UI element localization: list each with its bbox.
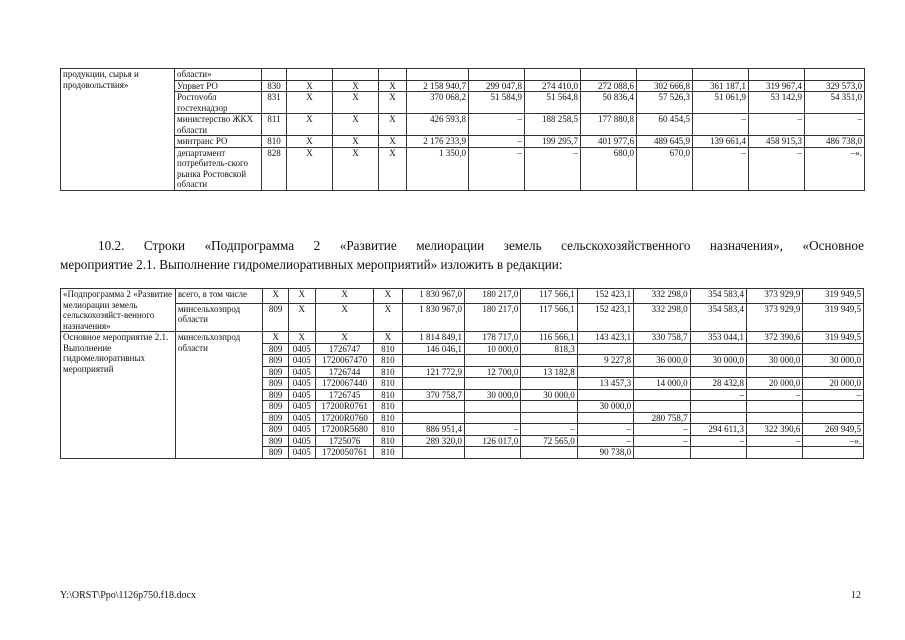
table-cell <box>402 355 464 367</box>
table-cell: 401 977,6 <box>581 136 637 148</box>
table-cell: 17200R5680 <box>315 424 373 436</box>
executor-cell: минсельхозпрод области <box>175 332 263 459</box>
table-cell: 60 454,5 <box>637 114 693 136</box>
table-cell: 810 <box>374 401 402 413</box>
table-cell: 818,3 <box>521 343 577 355</box>
table-cell: Х <box>333 136 379 148</box>
table-cell: 809 <box>263 343 288 355</box>
table-cell: 152 423,1 <box>577 289 633 304</box>
table-cell: 332 298,0 <box>634 303 690 331</box>
table-cell: 30 000,0 <box>746 355 802 367</box>
table-cell: Х <box>287 80 333 92</box>
table-cell: 370 068,2 <box>407 92 469 114</box>
table-cell <box>464 355 520 367</box>
table-cell: 90 738,0 <box>577 447 633 459</box>
table-cell: 373 929,9 <box>746 303 802 331</box>
table-cell: 0405 <box>288 389 315 401</box>
table-row <box>61 69 865 81</box>
table-cell: – <box>469 114 525 136</box>
table-cell <box>464 412 520 424</box>
table-cell <box>521 378 577 390</box>
table-cell: 20 000,0 <box>803 378 864 390</box>
table-cell: – <box>805 114 865 136</box>
table-cell: 0405 <box>288 366 315 378</box>
executor-cell: минсельхозпрод области <box>175 303 263 331</box>
table-cell: 54 351,0 <box>805 92 865 114</box>
table-cell: 289 320,0 <box>402 435 464 447</box>
table-cell: 269 949,5 <box>803 424 864 436</box>
table-cell: 272 088,6 <box>581 80 637 92</box>
table-cell <box>746 447 802 459</box>
section-name-cell <box>61 69 175 191</box>
table-cell: 9 227,8 <box>577 355 633 367</box>
table-cell <box>746 401 802 413</box>
table-cell <box>637 69 693 81</box>
table-row <box>61 147 865 190</box>
table-cell <box>634 366 690 378</box>
table-cell <box>693 69 749 81</box>
table-cell: 489 645,9 <box>637 136 693 148</box>
table-cell <box>803 401 864 413</box>
table-cell: 670,0 <box>637 147 693 190</box>
table-cell: 1726747 <box>315 343 373 355</box>
table-cell: 361 187,1 <box>693 80 749 92</box>
table-cell: Х <box>379 136 407 148</box>
table-cell <box>521 355 577 367</box>
table-cell: 810 <box>374 366 402 378</box>
table-cell: 302 666,8 <box>637 80 693 92</box>
table-cell: 152 423,1 <box>577 303 633 331</box>
table-cell: Х <box>374 303 402 331</box>
table-cell <box>577 389 633 401</box>
table-cell: 810 <box>374 389 402 401</box>
table-cell <box>803 366 864 378</box>
table-cell: Х <box>379 114 407 136</box>
table-cell: 199 295,7 <box>525 136 581 148</box>
table-cell: 372 390,6 <box>746 332 802 344</box>
table-cell: – <box>577 435 633 447</box>
table-cell: – <box>749 147 805 190</box>
table-cell: 1 350,0 <box>407 147 469 190</box>
table-cell: 274 410,0 <box>525 80 581 92</box>
table-cell: 0405 <box>288 343 315 355</box>
table-cell: – <box>693 114 749 136</box>
table-cell: Х <box>263 332 288 344</box>
table-cell: 353 044,1 <box>690 332 746 344</box>
executor-cell: Ростоvобл гостехнадзор <box>175 92 262 114</box>
table-cell <box>690 366 746 378</box>
table-cell: 886 951,4 <box>402 424 464 436</box>
table-cell: 354 583,4 <box>690 289 746 304</box>
table-cell: 810 <box>374 435 402 447</box>
table-cell <box>577 366 633 378</box>
table-cell <box>690 401 746 413</box>
table-cell: 13 182,8 <box>521 366 577 378</box>
table-cell: 0405 <box>288 412 315 424</box>
instruction-paragraph <box>60 236 864 274</box>
table-cell: 322 390,6 <box>746 424 802 436</box>
table-cell: 1720067440 <box>315 378 373 390</box>
table-cell: 329 573,0 <box>805 80 865 92</box>
table-cell: 810 <box>374 447 402 459</box>
table-cell <box>690 447 746 459</box>
table-cell: 17200R0761 <box>315 401 373 413</box>
table-cell: 810 <box>374 378 402 390</box>
table-cell: 178 717,0 <box>464 332 520 344</box>
table-cell: 319 949,5 <box>803 332 864 344</box>
table-cell: 809 <box>263 401 288 413</box>
table-cell: 0405 <box>288 378 315 390</box>
table-previous-rows <box>60 68 865 191</box>
table-cell <box>464 401 520 413</box>
table-cell <box>803 447 864 459</box>
table-cell: 370 758,7 <box>402 389 464 401</box>
table-cell: 121 772,9 <box>402 366 464 378</box>
executor-cell: министерство ЖКХ области <box>175 114 262 136</box>
table-cell: – <box>746 435 802 447</box>
table-row <box>61 80 865 92</box>
table-cell <box>634 389 690 401</box>
table-cell: 177 880,8 <box>581 114 637 136</box>
table-cell: Х <box>288 332 315 344</box>
table-cell: 1 830 967,0 <box>402 289 464 304</box>
table-cell: Х <box>287 136 333 148</box>
table-cell <box>690 343 746 355</box>
table-cell: Х <box>288 303 315 331</box>
table-cell: 30 000,0 <box>577 401 633 413</box>
table-cell: 330 758,7 <box>634 332 690 344</box>
table-cell: 294 611,3 <box>690 424 746 436</box>
table-cell: Х <box>333 114 379 136</box>
table-cell: 126 017,0 <box>464 435 520 447</box>
table-cell: 20 000,0 <box>746 378 802 390</box>
table-cell <box>262 69 287 81</box>
table-cell: 0405 <box>288 447 315 459</box>
table-cell <box>634 343 690 355</box>
table-cell: 809 <box>263 447 288 459</box>
table-cell: Х <box>315 289 373 304</box>
table-row <box>61 114 865 136</box>
table-cell: 30 000,0 <box>690 355 746 367</box>
table-cell: 680,0 <box>581 147 637 190</box>
table-cell: 810 <box>262 136 287 148</box>
table-cell: – <box>469 136 525 148</box>
table-cell: –». <box>805 147 865 190</box>
table-cell: 14 000,0 <box>634 378 690 390</box>
table-cell: – <box>521 424 577 436</box>
table-cell <box>577 343 633 355</box>
table-cell: 1726744 <box>315 366 373 378</box>
table-cell: 50 836,4 <box>581 92 637 114</box>
executor-cell: всего, в том числе <box>175 289 263 304</box>
table-row <box>61 136 865 148</box>
table-cell <box>803 343 864 355</box>
table-cell: 180 217,0 <box>464 303 520 331</box>
table-cell: Х <box>287 92 333 114</box>
table-cell: 426 593,8 <box>407 114 469 136</box>
table-cell: 1725076 <box>315 435 373 447</box>
table-cell: Х <box>379 80 407 92</box>
table-cell: 1 814 849,1 <box>402 332 464 344</box>
table-cell: – <box>803 389 864 401</box>
table-cell: 810 <box>374 355 402 367</box>
table-cell: 0405 <box>288 435 315 447</box>
table-cell: Х <box>379 147 407 190</box>
table-cell: 12 700,0 <box>464 366 520 378</box>
table-cell: 809 <box>263 435 288 447</box>
executor-cell: департамент потребитель-ского рынка Ростовской области <box>175 147 262 190</box>
table-cell: 0405 <box>288 355 315 367</box>
table-row <box>61 92 865 114</box>
table-cell: 30 000,0 <box>464 389 520 401</box>
table-cell <box>749 69 805 81</box>
table-cell: 180 217,0 <box>464 289 520 304</box>
table-cell: 116 566,1 <box>521 332 577 344</box>
table-cell <box>402 447 464 459</box>
paragraph-line-2: мероприятие 2.1. Выполнение гидромелиоративных мероприятий» изложить в редакции: <box>60 257 563 272</box>
table-cell <box>525 69 581 81</box>
table-cell: 51 061,9 <box>693 92 749 114</box>
table-cell: 811 <box>262 114 287 136</box>
executor-cell: Упрвет РО <box>175 80 262 92</box>
table-row <box>61 303 864 331</box>
table-cell <box>803 412 864 424</box>
table-row <box>61 332 864 344</box>
table-cell: Х <box>315 303 373 331</box>
table-cell: 809 <box>263 378 288 390</box>
table-cell: Х <box>287 147 333 190</box>
table-cell: 30 000,0 <box>803 355 864 367</box>
table-cell <box>333 69 379 81</box>
table-cell: 53 142,9 <box>749 92 805 114</box>
table-cell <box>407 69 469 81</box>
table-cell: 117 566,1 <box>521 303 577 331</box>
table-cell: 1720050761 <box>315 447 373 459</box>
table-cell: 30 000,0 <box>521 389 577 401</box>
table-cell: – <box>690 435 746 447</box>
table-cell <box>690 412 746 424</box>
table-cell: 319 949,5 <box>803 303 864 331</box>
table-cell <box>402 378 464 390</box>
table-cell <box>746 366 802 378</box>
table-cell: 143 423,1 <box>577 332 633 344</box>
table-cell: – <box>634 435 690 447</box>
table-cell: – <box>749 114 805 136</box>
event-name-cell: Основное мероприятие 2.1. Выполнение гидромелиоративных мероприятий <box>61 332 176 459</box>
table-cell <box>402 412 464 424</box>
table-cell: 28 432,8 <box>690 378 746 390</box>
section-name-line: продовольствия» <box>63 79 129 90</box>
table-cell: 809 <box>263 412 288 424</box>
table-cell: Х <box>315 332 373 344</box>
table-cell: – <box>690 389 746 401</box>
table-cell <box>521 447 577 459</box>
table-cell <box>577 412 633 424</box>
table-cell <box>464 378 520 390</box>
page-number: 12 <box>851 590 861 601</box>
table-cell: 36 000,0 <box>634 355 690 367</box>
table-cell: 188 258,5 <box>525 114 581 136</box>
table-cell: Х <box>374 289 402 304</box>
table-cell <box>581 69 637 81</box>
table-cell: – <box>746 389 802 401</box>
table-cell: Х <box>288 289 315 304</box>
table-cell: 146 046,1 <box>402 343 464 355</box>
table-cell: Х <box>333 80 379 92</box>
table-cell: 0405 <box>288 424 315 436</box>
table-cell: 319 967,4 <box>749 80 805 92</box>
executor-cell: области» <box>175 69 262 81</box>
footer-file-path: Y:\ORST\Ppo\1126p750.f18.docx <box>60 590 196 601</box>
table-cell <box>521 401 577 413</box>
table-cell: 373 929,9 <box>746 289 802 304</box>
table-cell <box>634 447 690 459</box>
table-cell: 809 <box>263 303 288 331</box>
table-cell: 17200R0760 <box>315 412 373 424</box>
table-cell <box>287 69 333 81</box>
table-row <box>61 289 864 304</box>
table-cell: Х <box>287 114 333 136</box>
table-cell: 486 738,0 <box>805 136 865 148</box>
table-cell: 72 565,0 <box>521 435 577 447</box>
table-cell: 1 830 967,0 <box>402 303 464 331</box>
table-cell: 810 <box>374 424 402 436</box>
table-cell <box>379 69 407 81</box>
table-cell: 280 758,7 <box>634 412 690 424</box>
table-new-rows <box>60 288 864 459</box>
table-cell: – <box>525 147 581 190</box>
table-cell: 810 <box>374 343 402 355</box>
executor-cell: минтранс РО <box>175 136 262 148</box>
table-cell: – <box>693 147 749 190</box>
table-cell: 139 661,4 <box>693 136 749 148</box>
table-cell: 809 <box>263 389 288 401</box>
table-cell <box>402 401 464 413</box>
table-cell: Х <box>374 332 402 344</box>
table-cell <box>469 69 525 81</box>
table-cell: 0405 <box>288 401 315 413</box>
table-cell: 13 457,3 <box>577 378 633 390</box>
table-cell: 2 158 940,7 <box>407 80 469 92</box>
subprogram-name-cell: «Подпрограмма 2 «Развитие мелиорации земель сельскохозяйст-венного назначения» <box>61 289 176 332</box>
table-cell: 809 <box>263 424 288 436</box>
table-cell: 831 <box>262 92 287 114</box>
table-cell: 2 176 233,9 <box>407 136 469 148</box>
table-cell: –». <box>803 435 864 447</box>
table-cell: 458 915,3 <box>749 136 805 148</box>
table-cell: 810 <box>374 412 402 424</box>
paragraph-line-1: 10.2. Строки «Подпрограмма 2 «Развитие мелиорации земель сельскохозяйственного назначения», «Основное <box>98 238 864 253</box>
table-cell: 332 298,0 <box>634 289 690 304</box>
table-cell: 51 584,9 <box>469 92 525 114</box>
table-cell <box>464 447 520 459</box>
table-cell: 319 949,5 <box>803 289 864 304</box>
table-cell: 10 000,0 <box>464 343 520 355</box>
table-cell: Х <box>379 92 407 114</box>
table-cell: 828 <box>262 147 287 190</box>
table-cell: 117 566,1 <box>521 289 577 304</box>
table-cell <box>521 412 577 424</box>
table-cell: 1726745 <box>315 389 373 401</box>
table-cell: Х <box>333 147 379 190</box>
table-cell: Х <box>333 92 379 114</box>
table-cell: 51 564,8 <box>525 92 581 114</box>
table-cell <box>634 401 690 413</box>
table-cell: 830 <box>262 80 287 92</box>
table-cell: – <box>577 424 633 436</box>
table-cell <box>746 343 802 355</box>
table-cell: 809 <box>263 355 288 367</box>
table-cell: 354 583,4 <box>690 303 746 331</box>
table-cell <box>805 69 865 81</box>
table-cell: – <box>634 424 690 436</box>
table-cell: Х <box>263 289 288 304</box>
table-cell: 57 526,3 <box>637 92 693 114</box>
table-cell: – <box>469 147 525 190</box>
table-cell: 1720067470 <box>315 355 373 367</box>
table-cell: 809 <box>263 366 288 378</box>
section-name-line: продукции, сырья и <box>63 69 139 79</box>
table-cell: – <box>464 424 520 436</box>
table-cell <box>746 412 802 424</box>
table-cell: 299 047,8 <box>469 80 525 92</box>
